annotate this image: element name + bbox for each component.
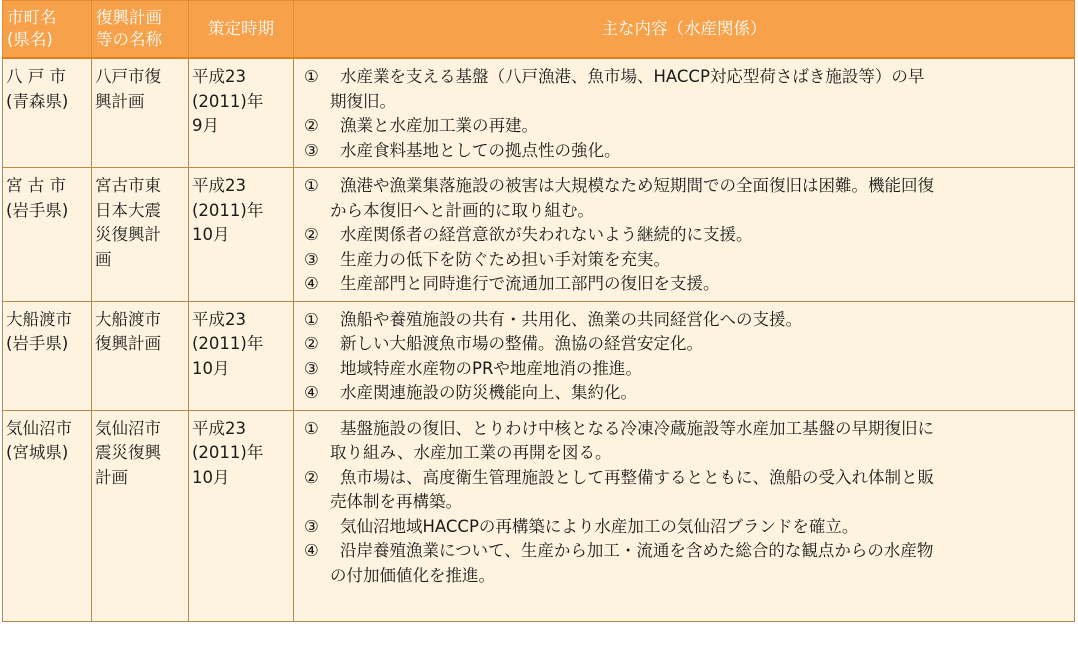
- item-text: 水産業を支える基盤（八戸漁港、魚市場、HACCP対応型荷さばき施設等）の早: [340, 67, 925, 86]
- content-item: [304, 357, 1064, 382]
- item-text-continued: 取り組み、水産加工業の再開を図る。: [330, 443, 612, 462]
- plan-name-line: 宮古市東: [95, 176, 161, 195]
- content-item: [304, 515, 1064, 540]
- date-line: 平成23: [192, 418, 246, 438]
- page-bottom-margin: [0, 628, 1078, 645]
- plan-name-cell: [92, 168, 189, 302]
- reconstruction-plan-table: [2, 0, 1075, 622]
- item-number: ④: [304, 274, 319, 293]
- item-number: ④: [304, 541, 319, 560]
- item-number: ③: [304, 249, 319, 269]
- plan-name-line: 気仙沼市: [95, 418, 161, 438]
- plan-name-line: 八戸市復: [95, 67, 161, 86]
- content-item: [304, 466, 1064, 491]
- date-cell: [189, 301, 294, 410]
- item-text: 基盤施設の復旧、とりわけ中核となる冷凍冷蔵施設等水産加工基盤の早期復旧に: [340, 418, 934, 438]
- item-text: 漁港や漁業集落施設の被害は大規模なため短期間での全面復旧は困難。機能回復: [340, 176, 934, 195]
- header-plan-name: [92, 1, 189, 59]
- date-line: (2011)年: [192, 334, 264, 353]
- header-city: [3, 1, 92, 59]
- item-text: 生産部門と同時進行で流通加工部門の復旧を支援。: [340, 274, 720, 293]
- item-number: ①: [304, 67, 319, 86]
- item-text: 新しい大船渡魚市場の整備。漁協の経営安定化。: [340, 334, 703, 353]
- plan-name-cell: [92, 58, 189, 168]
- content-item: [304, 272, 1064, 297]
- city-name: 大船渡市: [6, 309, 72, 329]
- table-row: [3, 168, 1075, 302]
- content-item: [304, 114, 1064, 139]
- item-text: 沿岸養殖漁業について、生産から加工・流通を含めた総合的な観点からの水産物: [340, 541, 934, 560]
- header-content: 主な内容（水産関係）: [294, 1, 1075, 59]
- content-cell: [294, 58, 1075, 168]
- table-header-row: [3, 1, 1075, 59]
- content-item: [304, 174, 1064, 199]
- item-number: ②: [304, 225, 319, 244]
- city-cell: [3, 58, 92, 168]
- city-name: 八 戸 市: [6, 67, 66, 86]
- header-city-line: 市町名: [7, 8, 57, 27]
- date-line: 9月: [192, 116, 219, 135]
- date-cell: [189, 58, 294, 168]
- item-text: 水産関係者の経営意欲が失われないよう継続的に支援。: [340, 225, 753, 244]
- item-text: 魚市場は、高度衛生管理施設として再整備するとともに、漁船の受入れ体制と販: [340, 467, 934, 487]
- item-number: ①: [304, 176, 319, 195]
- date-line: (2011)年: [192, 91, 264, 111]
- content-cell: [294, 168, 1075, 302]
- item-number: ④: [304, 383, 319, 402]
- date-line: 平成23: [192, 67, 246, 86]
- item-text: 水産関連施設の防災機能向上、集約化。: [340, 383, 637, 402]
- item-text-continued: 売体制を再構築。: [330, 492, 462, 511]
- city-cell: [3, 410, 92, 621]
- date-cell: [189, 168, 294, 302]
- date-line: 10月: [192, 467, 230, 487]
- table-row: [3, 58, 1075, 168]
- content-item: [304, 539, 1064, 564]
- item-text: 漁業と水産加工業の再建。: [340, 116, 538, 135]
- plan-name-line: 震災復興: [95, 443, 161, 462]
- item-number: ①: [304, 309, 319, 329]
- plan-name-line: 日本大震: [95, 200, 161, 220]
- item-text: 水産食料基地としての拠点性の強化。: [340, 140, 621, 160]
- plan-name-line: 画: [95, 249, 112, 269]
- date-line: (2011)年: [192, 200, 264, 220]
- item-number: ③: [304, 140, 319, 160]
- item-number: ③: [304, 516, 319, 536]
- prefecture-name: (宮城県): [6, 443, 69, 462]
- header-date: 策定時期: [189, 1, 294, 59]
- date-line: (2011)年: [192, 443, 264, 462]
- header-city-line: (県名): [7, 30, 53, 49]
- item-text-continued: の付加価値化を推進。: [330, 565, 495, 585]
- plan-name-cell: [92, 301, 189, 410]
- item-text: 生産力の低下を防ぐため担い手対策を充実。: [340, 249, 670, 269]
- plan-name-line: 興計画: [95, 91, 145, 111]
- content-cell: [294, 301, 1075, 410]
- item-number: ②: [304, 467, 319, 487]
- table-row: [3, 410, 1075, 621]
- content-item: [304, 381, 1064, 406]
- item-number: ②: [304, 334, 319, 353]
- city-name: 気仙沼市: [6, 418, 72, 438]
- prefecture-name: (岩手県): [6, 334, 69, 353]
- content-item: [304, 139, 1064, 164]
- city-name: 宮 古 市: [6, 176, 66, 195]
- date-line: 10月: [192, 358, 230, 378]
- header-plan-line: 等の名称: [96, 30, 162, 49]
- item-number: ③: [304, 358, 319, 378]
- content-item: [304, 308, 1064, 333]
- content-item: [304, 65, 1064, 90]
- item-number: ①: [304, 418, 319, 438]
- header-plan-line: 復興計画: [96, 8, 162, 27]
- item-text-continued: から本復旧へと計画的に取り組む。: [330, 200, 594, 220]
- city-cell: [3, 168, 92, 302]
- prefecture-name: (岩手県): [6, 200, 69, 220]
- table-row: [3, 301, 1075, 410]
- prefecture-name: (青森県): [6, 91, 69, 111]
- plan-name-line: 大船渡市: [95, 309, 161, 329]
- item-number: ②: [304, 116, 319, 135]
- item-text-continued: 期復旧。: [330, 91, 396, 111]
- plan-name-cell: [92, 410, 189, 621]
- content-item: [304, 417, 1064, 442]
- date-line: 平成23: [192, 309, 246, 329]
- date-line: 10月: [192, 225, 230, 244]
- content-item: [304, 332, 1064, 357]
- item-text: 地域特産水産物のPRや地産地消の推進。: [340, 358, 642, 378]
- item-text: 漁船や養殖施設の共有・共用化、漁業の共同経営化への支援。: [340, 309, 802, 329]
- content-item: [304, 223, 1064, 248]
- date-line: 平成23: [192, 176, 246, 195]
- city-cell: [3, 301, 92, 410]
- item-text: 気仙沼地域HACCPの再構築により水産加工の気仙沼ブランドを確立。: [340, 516, 859, 536]
- content-cell: [294, 410, 1075, 621]
- plan-name-line: 復興計画: [95, 334, 161, 353]
- date-cell: [189, 410, 294, 621]
- plan-name-line: 災復興計: [95, 225, 161, 244]
- content-item: [304, 248, 1064, 273]
- plan-name-line: 計画: [95, 467, 128, 487]
